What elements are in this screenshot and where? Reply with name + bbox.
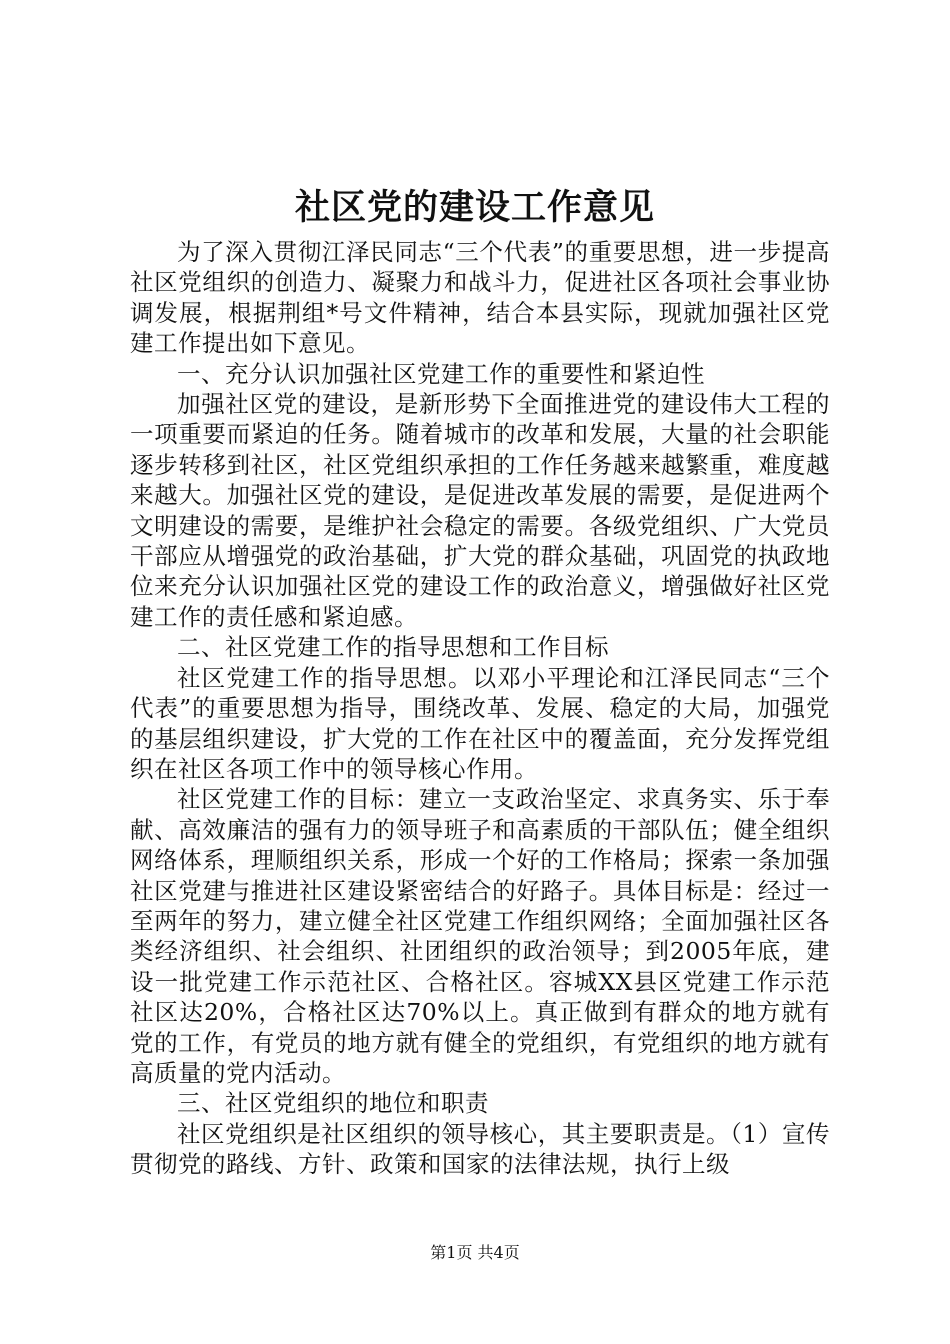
intro-paragraph: 为了深入贯彻江泽民同志“三个代表”的重要思想，进一步提高社区党组织的创造力、凝聚力和战斗力，促进社区各项社会事业协调发展，根据荆组*号文件精神，结合本县实际，现就加强社区党建工作提出如下意见。 <box>130 238 830 358</box>
section-1-paragraph: 加强社区党的建设，是新形势下全面推进党的建设伟大工程的一项重要而紧迫的任务。随着城市的改革和发展，大量的社会职能逐步转移到社区，社区党组织承担的工作任务越来越繁重，难度越来越大。加强社区党的建设，是促进改革发展的需要，是促进两个文明建设的需要，是维护社会稳定的需要。各级党组织、广大党员干部应从增强党的政治基础，扩大党的群众基础，巩固党的执政地位来充分认识加强社区党的建设工作的政治意义，增强做好社区党建工作的责任感和紧迫感。 <box>130 390 830 631</box>
page-title: 社区党的建设工作意见 <box>294 187 655 228</box>
section-2-paragraph-guiding: 社区党建工作的指导思想。以邓小平理论和江泽民同志“三个代表”的重要思想为指导，围绕改革、发展、稳定的大局，加强党的基层组织建设，扩大党的工作在社区中的覆盖面，充分发挥党组织在社区各项工作中的领导核心作用。 <box>130 663 830 783</box>
document-body <box>130 237 830 1180</box>
section-3-paragraph: 社区党组织是社区组织的领导核心，其主要职责是。（1）宣传贯彻党的路线、方针、政策和国家的法律法规，执行上级 <box>130 1119 830 1179</box>
page-footer: 第1页 共4页 <box>430 1243 520 1262</box>
section-heading-1: 一、充分认识加强社区党建工作的重要性和紧迫性 <box>177 359 705 388</box>
section-heading-3: 三、社区党组织的地位和职责 <box>177 1089 489 1118</box>
section-heading-2: 二、社区党建工作的指导思想和工作目标 <box>177 633 609 662</box>
section-2-paragraph-goals: 社区党建工作的目标：建立一支政治坚定、求真务实、乐于奉献、高效廉洁的强有力的领导班子和高素质的干部队伍；健全组织网络体系，理顺组织关系，形成一个好的工作格局；探索一条加强社区党建与推进社区建设紧密结合的好路子。具体目标是：经过一至两年的努力，建立健全社区党建工作组织网络；全面加强社区各类经济组织、社会组织、社团组织的政治领导；到2005年底，建设一批党建工作示范社区、合格社区。容城XX县区党建工作示范社区达20%，合格社区达70%以上。真正做到有群众的地方就有党的工作，有党员的地方就有健全的党组织，有党组织的地方就有高质量的党内活动。 <box>130 785 830 1087</box>
